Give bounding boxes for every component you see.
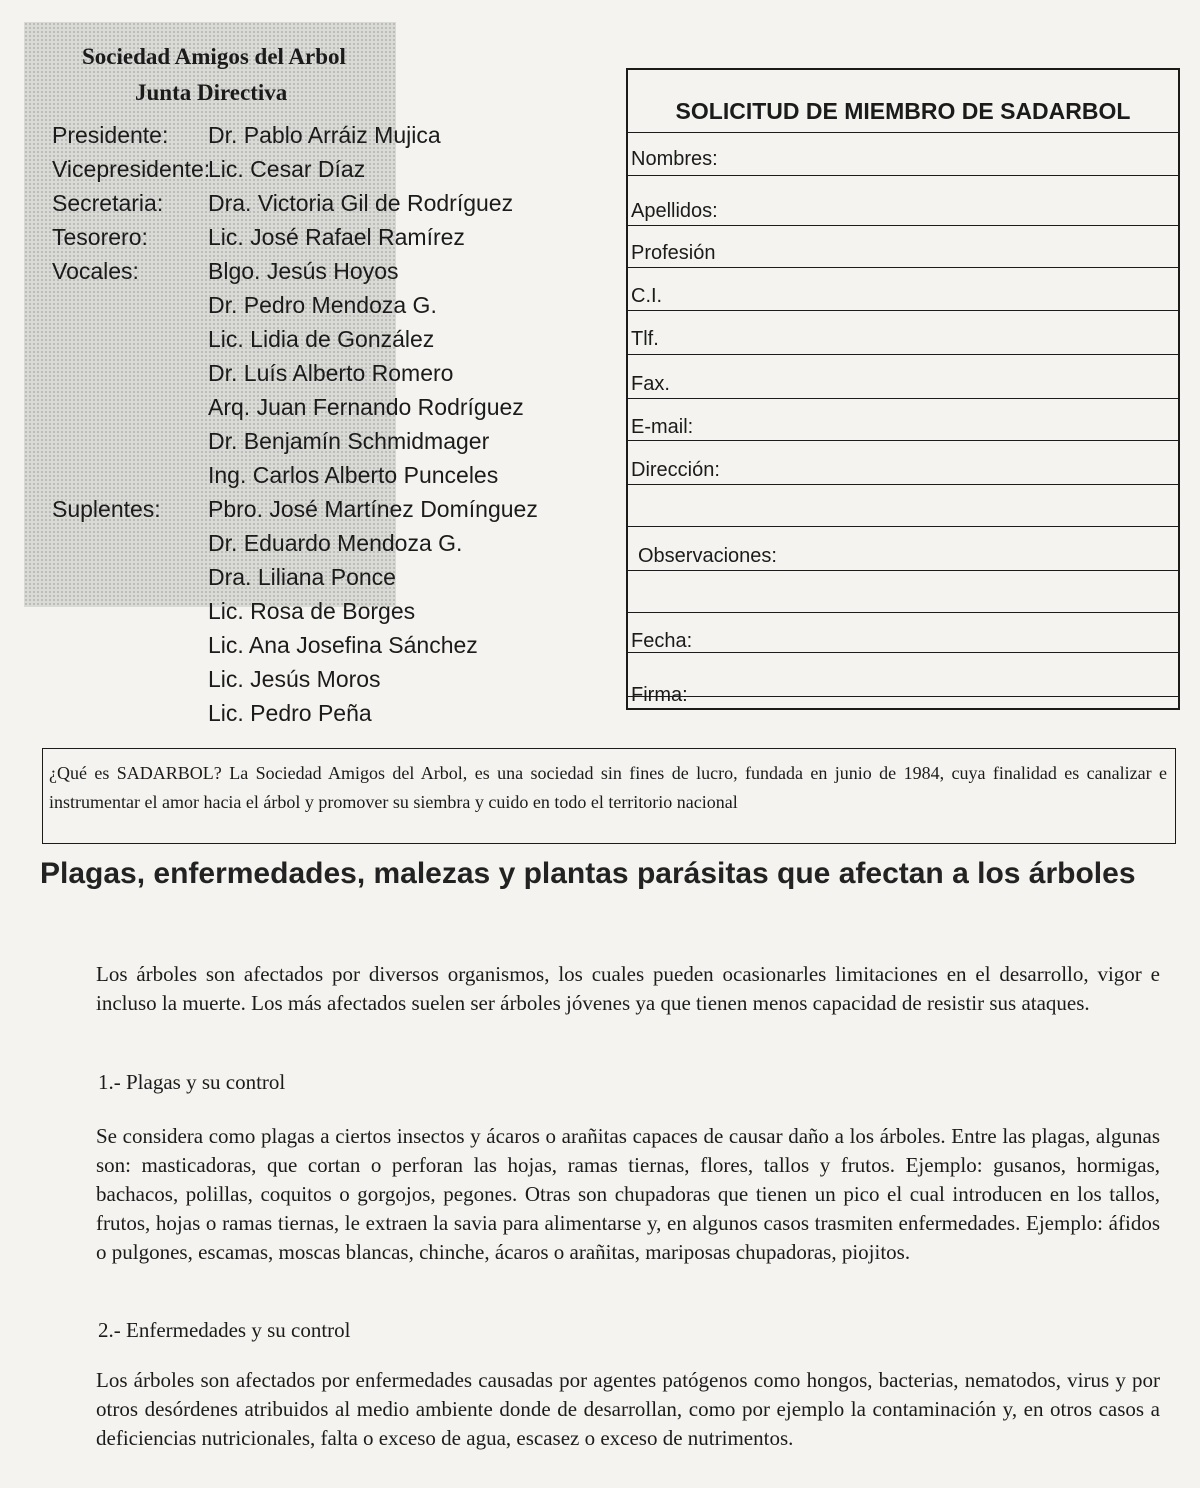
section-1-text: Se considera como plagas a ciertos insectos y ácaros o arañitas capaces de causar daño a los árboles. Entre las plagas, algunas son: masticadoras, que cortan o perforan las hojas, ramas tiernas, flores, tallos y frutos. Ejemplo: gusanos, hormigas, bachacos, polillas, coquitos o gorgojos, pegones. Otras son chupadoras que tienen un pico el cual introducen en los tallos, frutos, hojas o ramas tiernas, le extraen la savia para alimentarse y, en algunos casos trasmiten enfermedades. Ejemplo: áfidos o pulgones, escamas, moscas blancas, chinche, ácaros o arañitas, mariposas chupadoras, piojitos. bbox=[96, 1124, 1160, 1264]
field-ci[interactable]: C.I. bbox=[631, 285, 663, 307]
member-role: Secretaria: bbox=[52, 190, 164, 216]
form-line bbox=[628, 440, 1178, 441]
member-name: Dr. Pedro Mendoza G. bbox=[208, 292, 437, 318]
member-name: Dr. Eduardo Mendoza G. bbox=[208, 530, 463, 556]
form-line bbox=[628, 398, 1178, 399]
form-line bbox=[628, 484, 1178, 485]
member-name: Lic. Cesar Díaz bbox=[208, 156, 366, 182]
field-direccion[interactable]: Dirección: bbox=[631, 459, 720, 481]
member-name: Lic. Ana Josefina Sánchez bbox=[208, 632, 478, 658]
field-apellidos[interactable]: Apellidos: bbox=[631, 200, 718, 222]
member-name: Dra. Liliana Ponce bbox=[208, 564, 396, 590]
form-line bbox=[628, 354, 1178, 355]
field-email[interactable]: E-mail: bbox=[631, 416, 694, 438]
about-sadarbol-box: ¿Qué es SADARBOL? La Sociedad Amigos del Arbol, es una sociedad sin fines de lucro, fundada en junio de 1984, cuya finalidad es canalizar e instrumentar el amor hacia el árbol y promover su siembra y cuido en todo el territorio nacional bbox=[42, 748, 1176, 844]
field-observaciones[interactable]: Observaciones: bbox=[638, 545, 777, 567]
society-name: Sociedad Amigos del Arbol bbox=[82, 44, 346, 69]
member-role: Vicepresidente: bbox=[52, 156, 211, 182]
form-title: SOLICITUD DE MIEMBRO DE SADARBOL bbox=[675, 98, 1131, 124]
member-name: Lic. José Rafael Ramírez bbox=[208, 224, 465, 250]
membership-form bbox=[626, 68, 1180, 710]
member-name: Lic. Jesús Moros bbox=[208, 666, 381, 692]
form-line bbox=[628, 612, 1178, 613]
form-line bbox=[628, 652, 1178, 653]
member-name: Pbro. José Martínez Domínguez bbox=[208, 496, 538, 522]
member-role: Vocales: bbox=[52, 258, 139, 284]
article-intro: Los árboles son afectados por diversos organismos, los cuales pueden ocasionarles limitaciones en el desarrollo, vigor e incluso la muerte. Los más afectados suelen ser árboles jóvenes ya que tienen menos capacidad de resistir sus ataques. bbox=[96, 962, 1160, 1015]
form-line bbox=[628, 132, 1178, 133]
form-line bbox=[628, 310, 1178, 311]
field-fax[interactable]: Fax. bbox=[631, 373, 670, 395]
member-role: Presidente: bbox=[52, 122, 169, 148]
member-name: Lic. Lidia de González bbox=[208, 326, 435, 352]
form-line bbox=[628, 225, 1178, 226]
section-1-heading: 1.- Plagas y su control bbox=[98, 1070, 286, 1094]
form-line bbox=[628, 526, 1178, 527]
member-name: Dr. Pablo Arráiz Mujica bbox=[208, 122, 441, 148]
field-nombres[interactable]: Nombres: bbox=[631, 148, 718, 170]
member-name: Dr. Benjamín Schmidmager bbox=[208, 428, 490, 454]
field-profesion[interactable]: Profesión bbox=[631, 242, 716, 264]
member-name: Ing. Carlos Alberto Punceles bbox=[208, 462, 499, 488]
member-name: Arq. Juan Fernando Rodríguez bbox=[208, 394, 524, 420]
form-line bbox=[628, 570, 1178, 571]
member-name: Dra. Victoria Gil de Rodríguez bbox=[208, 190, 514, 216]
field-fecha[interactable]: Fecha: bbox=[631, 630, 693, 652]
member-role: Suplentes: bbox=[52, 496, 161, 522]
member-name: Dr. Luís Alberto Romero bbox=[208, 360, 454, 386]
section-2-heading: 2.- Enfermedades y su control bbox=[98, 1318, 351, 1342]
form-line bbox=[628, 175, 1178, 176]
section-2-text: Los árboles son afectados por enfermedades causadas por agentes patógenos como hongos, bacterias, nematodos, virus y por otros desórdenes atribuidos al medio ambiente donde de desarrollan, como por ejemplo la contaminación y, en otros casos a deficiencias nutricionales, falta o exceso de agua, escasez o exceso de nutrimentos. bbox=[96, 1368, 1160, 1450]
board-title: Junta Directiva bbox=[135, 80, 288, 105]
member-name: Lic. Rosa de Borges bbox=[208, 598, 416, 624]
field-tlf[interactable]: Tlf. bbox=[631, 328, 659, 350]
form-line bbox=[628, 267, 1178, 268]
article-heading: Plagas, enfermedades, malezas y plantas parásitas que afectan a los árboles bbox=[40, 857, 1136, 890]
member-name: Lic. Pedro Peña bbox=[208, 700, 372, 726]
member-name: Blgo. Jesús Hoyos bbox=[208, 258, 399, 284]
member-role: Tesorero: bbox=[52, 224, 148, 250]
field-firma[interactable]: Firma: bbox=[631, 684, 688, 706]
form-line bbox=[628, 696, 1178, 697]
